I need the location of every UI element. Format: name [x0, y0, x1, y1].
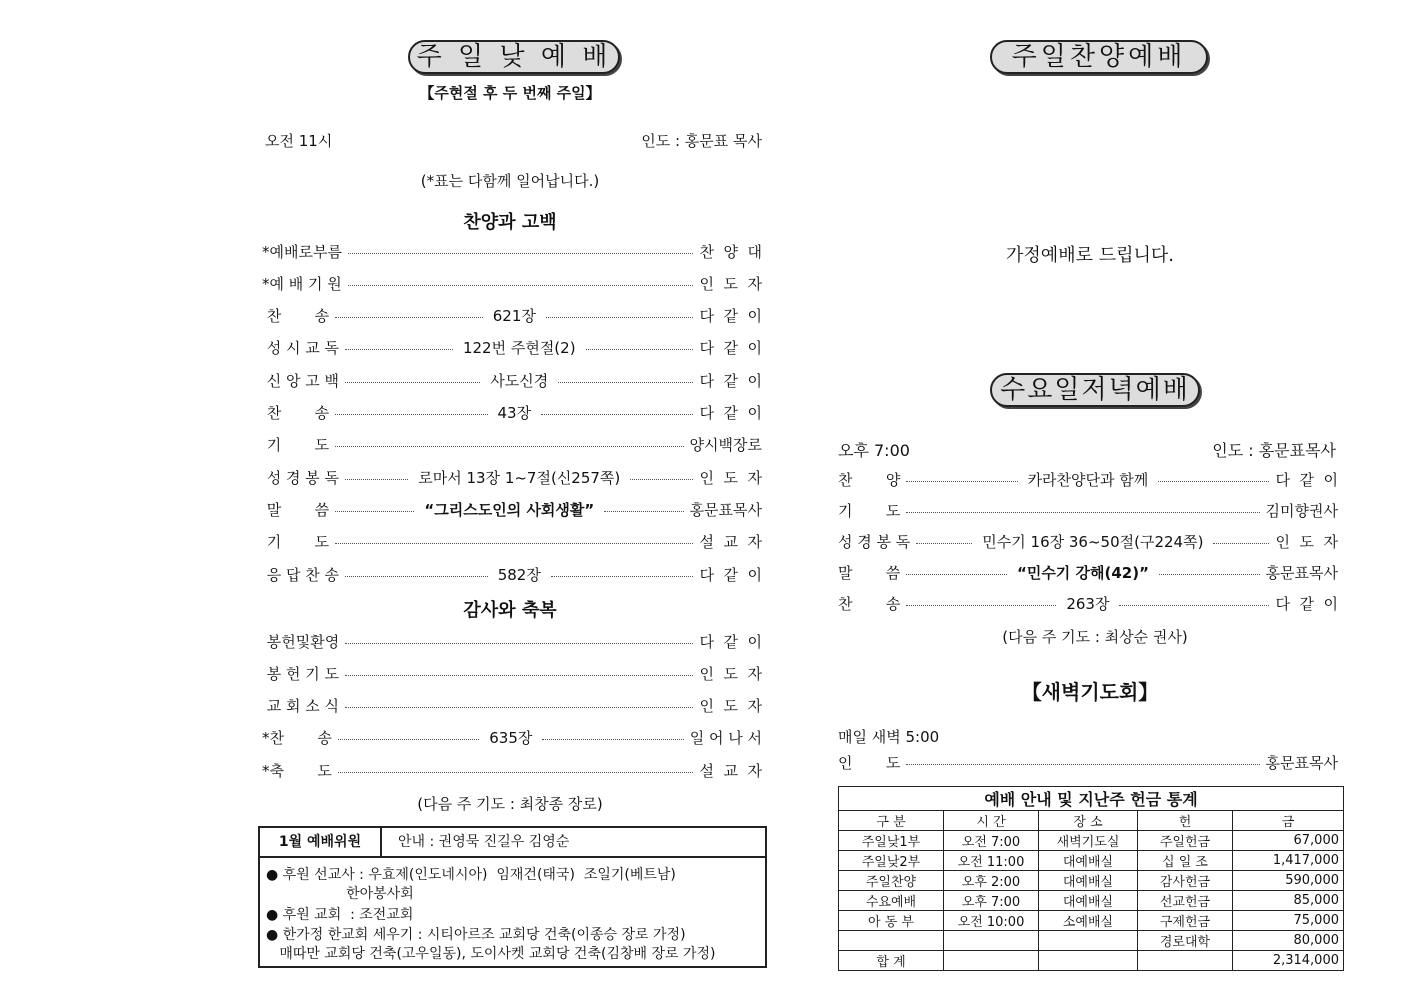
order-item-role: 홍문표목사: [689, 500, 763, 519]
table-cell: [1138, 951, 1233, 971]
table-cell: [1039, 931, 1138, 951]
dawn-leader-row: [838, 751, 1338, 773]
table-cell: 590,000: [1233, 871, 1344, 891]
order-item-label: 찬 송: [262, 307, 330, 326]
table-cell: 오후 2:00: [944, 871, 1039, 891]
table-cell: 67,000: [1233, 831, 1344, 851]
order-row: [262, 466, 762, 488]
order-item-label: 교 회 소 식: [262, 697, 340, 716]
wednesday-worship-title: 수요일저녁예배: [990, 373, 1200, 407]
table-cell: 선교헌금: [1138, 891, 1233, 911]
table-cell: 새벽기도실: [1039, 831, 1138, 851]
table-cell: 대예배실: [1039, 891, 1138, 911]
table-cell: 오전 10:00: [944, 911, 1039, 931]
wednesday-next-prayer: (다음 주 기도 : 최상순 권사): [1002, 628, 1188, 646]
table-cell: 오전 7:00: [944, 831, 1039, 851]
table-cell: 75,000: [1233, 911, 1344, 931]
service-leader: 인도 : 홍문표 목사: [641, 132, 762, 150]
order-item-label: 찬 송: [838, 594, 901, 613]
table-cell: [944, 951, 1039, 971]
order-item-role: 설 교 자: [699, 533, 762, 552]
table-cell: 85,000: [1233, 891, 1344, 911]
table-cell: 합 계: [839, 951, 944, 971]
order-row: [262, 727, 762, 749]
table-row: [839, 891, 1344, 911]
order-item-role: 다 같 이: [699, 307, 763, 326]
table-cell: [1039, 951, 1138, 971]
order-row: [262, 337, 762, 359]
order-item-label: 기 도: [262, 436, 330, 455]
order-item-content: 사도신경: [490, 371, 549, 390]
order-item-role: 다 같 이: [699, 632, 762, 651]
next-week-prayer: (다음 주 기도 : 최창종 장로): [417, 795, 603, 813]
home-worship-note: 가정예배로 드립니다.: [1006, 245, 1174, 266]
table-cell: 주일헌금: [1138, 831, 1233, 851]
table-cell: [944, 931, 1039, 951]
order-item-content: 민수기 16장 36~50절(구224쪽): [982, 532, 1204, 551]
order-row: [262, 369, 762, 391]
order-item-label: *예 배 기 원: [262, 274, 342, 293]
table-row: [839, 831, 1344, 851]
order-row: [838, 530, 1338, 552]
table-cell: 구제헌금: [1138, 911, 1233, 931]
order-item-content: 582장: [497, 565, 541, 584]
order-item-role: 인 도 자: [699, 274, 762, 293]
order-item-content: “그리스도인의 사회생활”: [424, 500, 595, 519]
table-row: [839, 911, 1344, 931]
order-item-content: 카라찬양단과 함께: [1027, 470, 1149, 489]
order-item-label: 봉헌및환영: [262, 632, 340, 651]
wednesday-leader: 인도 : 홍문표목사: [1212, 441, 1336, 460]
order-item-role: 다 같 이: [699, 565, 762, 584]
order-item-label: 성 경 봉 독: [262, 468, 340, 487]
order-item-role: 다 같 이: [1275, 594, 1338, 613]
order-item-label: 성 시 교 독: [262, 339, 340, 358]
order-row: [262, 498, 762, 520]
order-item-label: 말 씀: [262, 500, 330, 519]
dawn-leader-label: 인 도: [838, 753, 901, 772]
sunday-worship-title: 주 일 낮 예 배: [408, 40, 620, 74]
order-item-role: 다 같 이: [699, 404, 762, 422]
committee-month-label: 1월 예배위원: [260, 828, 382, 856]
committee-line-2: 한아봉사회: [266, 886, 414, 902]
order-item-role: 인 도 자: [1275, 532, 1339, 551]
order-row: [262, 695, 762, 717]
order-row: [838, 468, 1338, 490]
table-cell: 주일낮1부: [839, 831, 944, 851]
order-item-label: 말 씀: [838, 563, 901, 582]
order-item-role: 다 같 이: [699, 339, 763, 358]
order-item-content: 122번 주현절(2): [462, 339, 576, 358]
order-item-content: 로마서 13장 1~7절(신257쪽): [418, 468, 621, 487]
dawn-prayer-time: 매일 새벽 5:00: [838, 728, 940, 746]
standing-note: (*표는 다함께 일어납니다.): [420, 172, 600, 190]
order-item-label: 응 답 찬 송: [262, 565, 340, 584]
stats-header: 구 분: [839, 811, 944, 831]
order-row: [838, 592, 1338, 614]
order-item-content: 635장: [489, 729, 533, 748]
worship-committee-box: [258, 826, 767, 968]
table-cell: 아 동 부: [839, 911, 944, 931]
order-item-role: 양시백장로: [689, 436, 762, 455]
order-item-label: *예배로부름: [262, 242, 342, 261]
table-cell: 경로대학: [1138, 931, 1233, 951]
committee-line-5: 매따만 교회당 건축(고우일동), 도이사켓 교회당 건축(김창배 장로 가정): [266, 946, 716, 962]
table-cell: 오전 11:00: [944, 851, 1039, 871]
order-row: [838, 499, 1338, 521]
order-item-role: 찬 양 대: [699, 242, 762, 261]
table-row: [839, 851, 1344, 871]
table-cell: 수요예배: [839, 891, 944, 911]
order-item-label: 신 앙 고 백: [262, 371, 340, 390]
dawn-prayer-title: 【새벽기도회】: [1021, 680, 1159, 704]
table-cell: 대예배실: [1039, 851, 1138, 871]
table-cell: 1,417,000: [1233, 851, 1344, 871]
order-row: [262, 272, 762, 294]
order-row: [262, 759, 762, 781]
order-row: [262, 240, 762, 262]
table-row: [839, 931, 1344, 951]
order-item-label: 봉 헌 기 도: [262, 664, 340, 683]
order-item-label: 찬 양: [838, 470, 901, 489]
stats-header: 헌: [1138, 811, 1233, 831]
committee-line-3: ● 후원 교회 : 조전교회: [266, 907, 414, 923]
order-item-content: 263장: [1066, 594, 1110, 613]
order-item-content: 621장: [492, 307, 536, 326]
order-item-role: 인 도 자: [699, 468, 763, 487]
order-item-content: “민수기 강해(42)”: [1016, 563, 1149, 582]
order-row: [262, 630, 762, 652]
order-item-role: 인 도 자: [699, 697, 762, 716]
order-item-role: 인 도 자: [699, 664, 762, 683]
section-praise-confession: 찬양과 고백: [463, 212, 557, 233]
order-row: [262, 662, 762, 684]
order-item-role: 다 같 이: [1275, 470, 1339, 489]
table-cell: 십 일 조: [1138, 851, 1233, 871]
order-item-role: 다 같 이: [699, 371, 762, 390]
table-cell: 감사헌금: [1138, 871, 1233, 891]
committee-line-1: ● 후원 선교사 : 우효제(인도네시아) 임재건(태국) 조일기(베트남): [266, 867, 676, 883]
order-item-label: *찬 송: [262, 729, 332, 748]
committee-line-4: ● 한가정 한교회 세우기 : 시티아르조 교회당 건축(이종승 장로 가정): [266, 927, 686, 943]
stats-title: 예배 안내 및 지난주 헌금 통계: [839, 787, 1344, 811]
table-cell: 대예배실: [1039, 871, 1138, 891]
order-row: [262, 531, 762, 553]
liturgical-subtitle: 【주현절 후 두 번째 주일】: [419, 84, 601, 102]
section-thanks-blessing: 감사와 축복: [463, 600, 557, 621]
table-cell: 오후 7:00: [944, 891, 1039, 911]
sunday-praise-title: 주일찬양예배: [990, 40, 1208, 74]
table-cell: [839, 931, 944, 951]
order-item-role: 홍문표목사: [1265, 563, 1339, 582]
stats-header: 금: [1233, 811, 1344, 831]
order-row: [838, 561, 1338, 583]
order-row: [262, 305, 762, 327]
stats-header: 장 소: [1039, 811, 1138, 831]
table-cell: 주일찬양: [839, 871, 944, 891]
table-cell: 소예배실: [1039, 911, 1138, 931]
stats-header: 시 간: [944, 811, 1039, 831]
table-cell: 80,000: [1233, 931, 1344, 951]
order-item-label: 찬 송: [262, 404, 330, 422]
order-row: [262, 434, 762, 456]
order-item-label: 성 경 봉 독: [838, 532, 911, 551]
order-item-role: 설 교 자: [699, 761, 762, 780]
order-item-label: *축 도: [262, 761, 332, 780]
committee-guide: 안내 : 권영묵 진길우 김영순: [398, 834, 570, 850]
table-row: [839, 951, 1344, 971]
table-cell: 주일낮2부: [839, 851, 944, 871]
order-item-role: 김미향권사: [1265, 501, 1338, 520]
dawn-leader-name: 홍문표목사: [1265, 753, 1338, 772]
wednesday-time: 오후 7:00: [838, 441, 910, 460]
order-row: [262, 563, 762, 585]
table-cell: 2,314,000: [1233, 951, 1344, 971]
offering-stats-table: [838, 786, 1344, 971]
order-item-content: 43장: [497, 404, 532, 422]
service-time: 오전 11시: [265, 132, 333, 150]
order-item-role: 일 어 나 서: [689, 729, 762, 748]
order-item-label: 기 도: [262, 533, 330, 552]
order-item-label: 기 도: [838, 501, 901, 520]
table-row: [839, 871, 1344, 891]
order-row: [262, 402, 762, 424]
